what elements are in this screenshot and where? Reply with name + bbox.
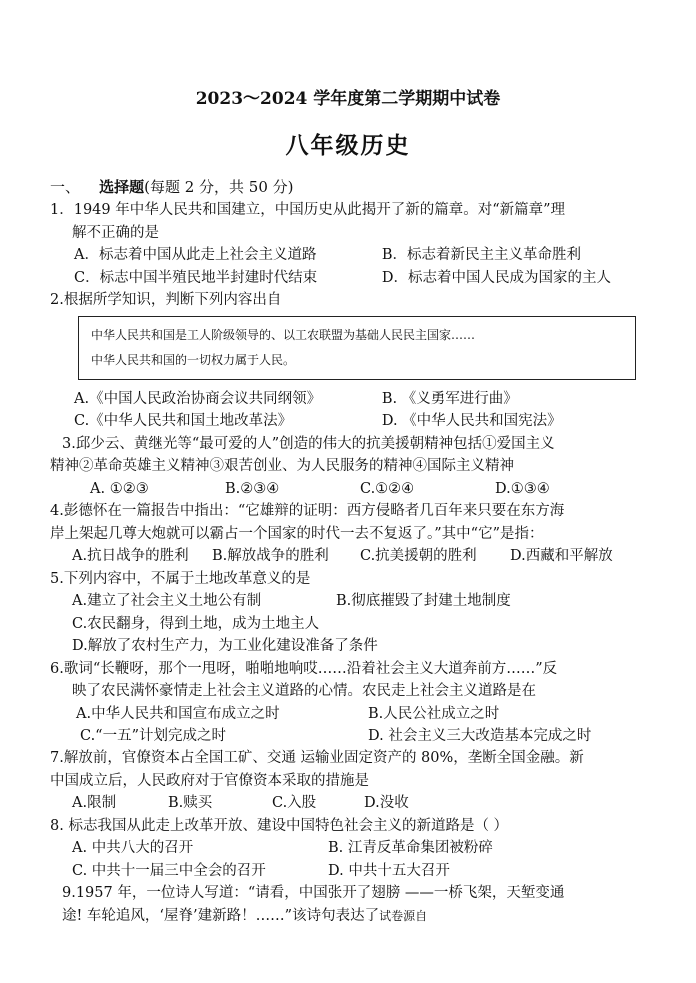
q4-stem-line2: 岸上架起几尊大炮就可以霸占一个国家的时代一去不复返了。”其中“它”是指： [50, 525, 544, 542]
q3-stem-line1: 3.邱少云、黄继光等“最可爱的人”创造的伟大的抗美援朝精神包括①爱国主义 [62, 435, 555, 452]
q7-option-b: B.赎买 [168, 795, 213, 812]
section-note: (每题 2 分，共 50 分) [144, 178, 294, 196]
exam-body [50, 176, 650, 927]
q1-stem-line2: 解不正确的是 [72, 224, 159, 241]
q8-option-c: C. 中共十一届三中全会的召开 [72, 862, 266, 879]
q3-option-b: B.②③④ [225, 480, 280, 497]
q5-option-a: A.建立了社会主义土地公有制 [72, 593, 262, 610]
q1-stem-line1: 1．1949 年中华人民共和国建立，中国历史从此揭开了新的篇章。对“新篇章”理 [50, 202, 566, 219]
q8-stem: 8. 标志我国从此走上改革开放、建设中国特色社会主义的新道路是（ ） [50, 817, 509, 834]
q4-option-d: D.西藏和平解放 [510, 548, 613, 565]
q1-option-a: A．标志着中国从此走上社会主义道路 [74, 247, 317, 264]
q2-option-a: A.《中国人民政治协商会议共同纲领》 [74, 390, 322, 407]
q1-options-row1 [50, 244, 650, 266]
q2-quote-line2: 中华人民共和国的一切权力属于人民。 [91, 352, 296, 367]
q8-options-row1 [50, 837, 650, 859]
q8-options-row2 [50, 860, 650, 882]
q1-option-b: B．标志着新民主主义革命胜利 [381, 247, 582, 264]
q5-stem: 5.下列内容中，不属于土地改革意义的是 [50, 570, 311, 587]
q4-option-a: A.抗日战争的胜利 [72, 548, 189, 565]
q6-stem-line1: 6.歌词“长鞭呀，那个一甩呀，啪啪地响哎……沿着社会主义大道奔前方……”反 [50, 660, 558, 677]
q3-option-c: C.①②④ [360, 480, 415, 497]
q2-option-d: D. 《中华人民共和国宪法》 [381, 413, 562, 430]
q2-quote-line1: 中华人民共和国是工人阶级领导的、以工农联盟为基础人民民主国家…… [91, 327, 476, 342]
q2-option-b: B. 《义勇军进行曲》 [381, 390, 518, 407]
q3-stem-line2: 精神②革命英雄主义精神③艰苦创业、为人民服务的精神④国际主义精神 [50, 458, 514, 475]
q7-option-d: D.没收 [364, 795, 409, 812]
q3-option-a: A. ①②③ [90, 480, 149, 497]
q7-option-c: C.入股 [272, 795, 317, 812]
q8-option-a: A. 中共八大的召开 [72, 840, 194, 857]
q8-option-d: D. 中共十五大召开 [328, 862, 450, 879]
exam-title: 2023～2024 学年度第二学期期中试卷 [195, 89, 501, 109]
q4-options [50, 545, 650, 567]
q1-option-c: C．标志中国半殖民地半封建时代结束 [74, 269, 318, 286]
q6-option-c: C.“一五”计划完成之时 [80, 728, 227, 744]
q6-options-row1 [50, 703, 650, 725]
q6-stem-line2: 映了农民满怀豪情走上社会主义道路的心情。农民走上社会主义道路是在 [72, 683, 536, 700]
exam-subject-title: 八年级历史 [285, 132, 411, 159]
q9-stem-line2 [50, 905, 650, 927]
q6-options-row2 [50, 725, 650, 747]
section-heading [50, 176, 650, 199]
q5-option-c: C.农民翻身，得到土地，成为土地主人 [72, 615, 320, 632]
q2-options-row2 [50, 410, 650, 432]
q5-option-d: D.解放了农村生产力，为工业化建设准备了条件 [72, 638, 378, 655]
q6-option-a: A.中华人民共和国宣布成立之时 [76, 705, 280, 722]
q6-option-b: B.人民公社成立之时 [368, 705, 500, 722]
q7-stem-line1: 7.解放前，官僚资本占全国工矿、交通 运输业固定资产的 80%，垄断全国金融。新 [50, 750, 584, 767]
section-number: 一、 [50, 178, 81, 196]
q4-option-b: B.解放战争的胜利 [212, 548, 329, 565]
section-name: 选择题 [99, 178, 145, 196]
q1-options-row2 [50, 267, 650, 289]
q4-option-c: C.抗美援朝的胜利 [360, 548, 477, 565]
q9-stem-line1: 9.1957 年，一位诗人写道：“请看，中国张开了翅膀 ——一桥飞架，天堑变通 [62, 885, 565, 902]
q6-option-d: D. 社会主义三大改造基本完成之时 [368, 728, 592, 744]
q4-stem-line1: 4.彭德怀在一篇报告中指出：“它雄辩的证明：西方侵略者几百年来只要在东方海 [50, 503, 565, 520]
q2-options-row1 [50, 388, 650, 410]
q9-stem-line2-text: 途! 车轮追风，‘屋脊’建新路！……”该诗句表达了 [62, 907, 380, 924]
q5-options-row1 [50, 590, 650, 612]
q1-option-d: D．标志着中国人民成为国家的主人 [381, 269, 611, 286]
q3-options [50, 478, 650, 500]
q3-option-d: D.①③④ [495, 480, 550, 497]
q2-stem: 2.根据所学知识，判断下列内容出自 [50, 292, 282, 309]
q9-stem-line2-tail: 试卷源自 [379, 908, 428, 923]
q7-option-a: A.限制 [72, 795, 117, 812]
q8-option-b: B. 江青反革命集团被粉碎 [328, 840, 493, 857]
q2-quote-box [78, 316, 636, 380]
q5-option-b: B.彻底摧毁了封建土地制度 [336, 593, 511, 610]
q2-option-c: C.《中华人民共和国土地改革法》 [74, 413, 293, 430]
q7-stem-line2: 中国成立后，人民政府对于官僚资本采取的措施是 [50, 772, 369, 789]
